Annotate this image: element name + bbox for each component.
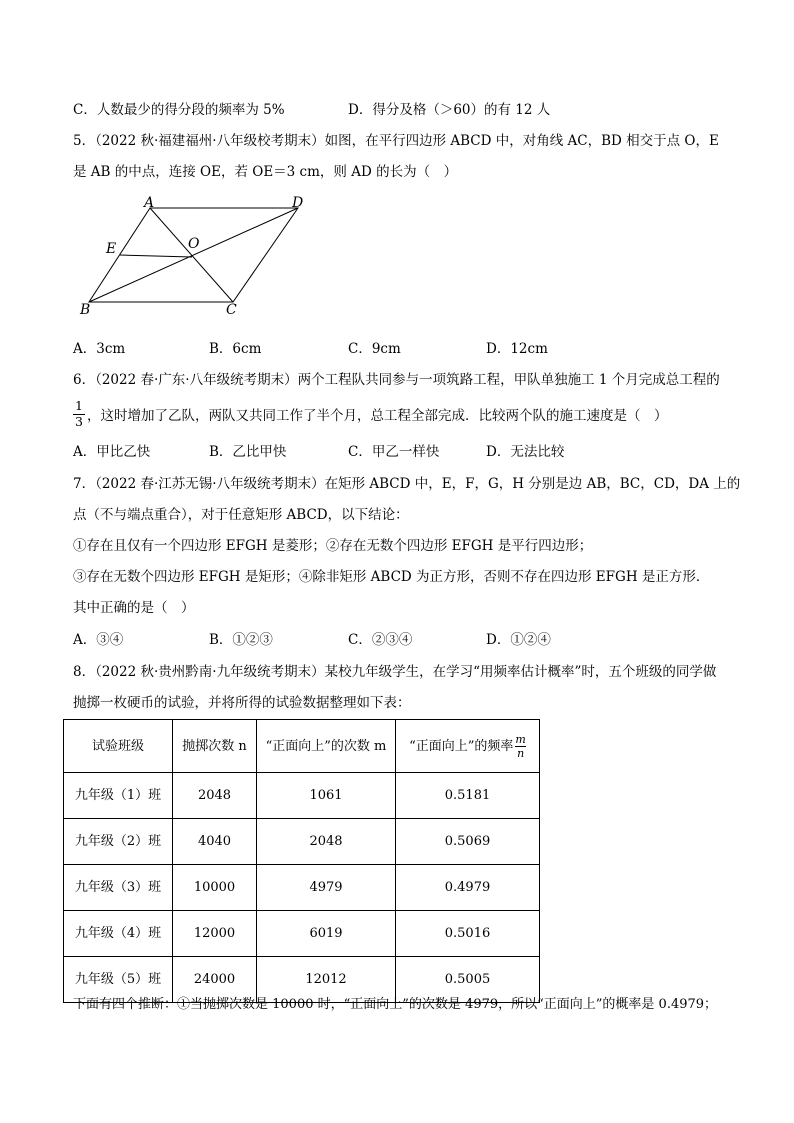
table-cell: 1061 <box>257 773 396 819</box>
q6-text-line2: ，这时增加了乙队，两队又共同工作了半个月，总工程全部完成．比较两个队的施工速度是（ ） <box>87 408 668 424</box>
table-row <box>64 773 540 819</box>
table-cell: 4040 <box>173 819 257 865</box>
q6-text-line1: 6．（2022 春·广东·八年级统考期末）两个工程队共同参与一项筑路工程，甲队单独施工 1 个月完成总工程的 <box>73 372 720 388</box>
q5-option-c[interactable]: C．9cm <box>348 341 401 357</box>
q6-option-c[interactable]: C．甲乙一样快 <box>348 444 440 460</box>
table-cell: 九年级（4）班 <box>64 911 173 957</box>
table-row <box>64 957 540 1003</box>
table-cell: 九年级（1）班 <box>64 773 173 819</box>
table-row <box>64 865 540 911</box>
q7-text-line4: ③存在无数个四边形 EFGH 是矩形；④除非矩形 ABCD 为正方形，否则不存在四边形 EFGH 是正方形． <box>73 569 710 585</box>
q8-text-line1: 8．（2022 秋·贵州黔南·九年级统考期末）某校九年级学生，在学习“用频率估计概率”时，五个班级的同学做 <box>73 664 717 680</box>
q7-text-line1: 7．（2022 春·江苏无锡·八年级统考期末）在矩形 ABCD 中，E，F，G，H 分别是边 AB，BC，CD，DA 上的 <box>73 476 741 492</box>
table-cell: 0.5005 <box>396 957 540 1003</box>
q7-text-line2: 点（不与端点重合），对于任意矩形 ABCD，以下结论： <box>73 507 409 523</box>
table-header-cell <box>396 720 540 773</box>
q8-inference-line: 下面有四个推断：①当抛掷次数是 10000 时，“正面向上”的次数是 4979，所以“正面向上”的概率是 0.4979； <box>73 997 718 1012</box>
q5-text-line2: 是 AB 的中点，连接 OE，若 OE＝3 cm，则 AD 的长为（ ） <box>73 164 458 180</box>
q5-text-line1: 5．（2022 秋·福建福州·八年级校考期末）如图，在平行四边形 ABCD 中，对角线 AC，BD 相交于点 O，E <box>73 133 719 149</box>
table-cell: 2048 <box>173 773 257 819</box>
q7-text-line3: ①存在且仅有一个四边形 EFGH 是菱形；②存在无数个四边形 EFGH 是平行四边形； <box>73 538 593 554</box>
table-cell: 0.5016 <box>396 911 540 957</box>
table-cell: 24000 <box>173 957 257 1003</box>
q6-option-b[interactable]: B．乙比甲快 <box>209 444 287 460</box>
table-cell: 九年级（3）班 <box>64 865 173 911</box>
table-row <box>64 911 540 957</box>
q5-option-a[interactable]: A．3cm <box>73 341 126 357</box>
q7-option-a[interactable]: A．③④ <box>73 632 124 648</box>
table-cell: 12000 <box>173 911 257 957</box>
q5-option-b[interactable]: B．6cm <box>209 341 262 357</box>
q7-text-line5: 其中正确的是（ ） <box>73 600 195 616</box>
q7-option-b[interactable]: B．①②③ <box>209 632 273 648</box>
diagonal-ac <box>150 208 233 302</box>
table-cell: 0.5181 <box>396 773 540 819</box>
table-header-cell: 试验班级 <box>64 720 173 773</box>
q6-option-a[interactable]: A．甲比乙快 <box>73 444 151 460</box>
q7-option-d[interactable]: D．①②④ <box>486 632 551 648</box>
table-cell: 10000 <box>173 865 257 911</box>
table-cell: 4979 <box>257 865 396 911</box>
label-o: O <box>188 236 200 252</box>
table-cell: 12012 <box>257 957 396 1003</box>
q5-option-d[interactable]: D．12cm <box>486 341 548 357</box>
q4-option-c[interactable]: C．人数最少的得分段的频率为 5% <box>73 102 285 118</box>
table-row <box>64 819 540 865</box>
coin-toss-table <box>63 719 540 1003</box>
fraction-numerator: 1 <box>75 398 83 413</box>
label-e: E <box>106 241 117 257</box>
table-cell: 6019 <box>257 911 396 957</box>
label-c: C <box>226 302 237 318</box>
q7-option-c[interactable]: C．②③④ <box>348 632 413 648</box>
parallelogram-figure <box>78 195 318 325</box>
segment-oe <box>120 255 192 257</box>
table-cell: 2048 <box>257 819 396 865</box>
header-frequency-label: “正面向上”的频率 <box>409 738 514 754</box>
table-header-cell: 抛掷次数 n <box>173 720 257 773</box>
fraction-denominator: 3 <box>75 413 83 429</box>
table-cell: 九年级（5）班 <box>64 957 173 1003</box>
header-fraction-denominator: n <box>517 746 525 760</box>
header-fraction-numerator: m <box>515 732 526 746</box>
label-a: A <box>144 195 155 211</box>
table-cell: 0.4979 <box>396 865 540 911</box>
q4-option-d[interactable]: D．得分及格（＞60）的有 12 人 <box>348 102 551 118</box>
fraction-one-third <box>73 400 85 428</box>
table-cell: 九年级（2）班 <box>64 819 173 865</box>
q6-option-d[interactable]: D．无法比较 <box>486 444 565 460</box>
q8-text-line2: 抛掷一枚硬币的试验，并将所得的试验数据整理如下表： <box>73 695 411 711</box>
label-b: B <box>80 302 91 318</box>
table-header-row <box>64 720 540 773</box>
table-cell: 0.5069 <box>396 819 540 865</box>
label-d: D <box>292 195 304 211</box>
header-fraction-m-over-n <box>515 734 525 759</box>
table-header-cell: “正面向上”的次数 m <box>257 720 396 773</box>
